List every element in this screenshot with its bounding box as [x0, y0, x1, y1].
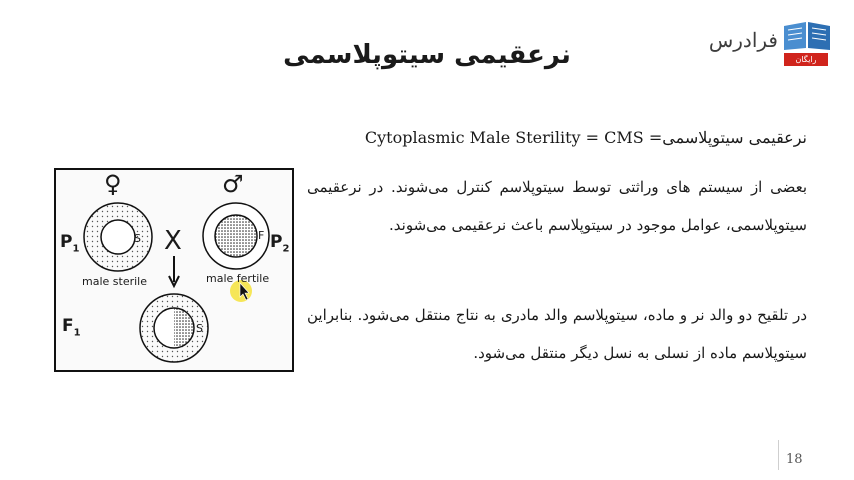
f1-label — [62, 316, 81, 338]
cms-english: Cytoplasmic Male Sterility = CMS = — [364, 128, 663, 147]
paragraph-crossing: در تلقیح دو والد نر و ماده، سیتوپلاسم والد مادری به نتاج منتقل می‌شود. بنابراین سیتوپلاسم ماده از نسلی به نسل دیگر منتقل می‌شود. — [307, 306, 807, 362]
footer-divider — [778, 440, 779, 470]
f1-letter: F — [62, 316, 74, 336]
male-gene-label: F — [258, 229, 265, 242]
cms-cross-diagram — [54, 168, 294, 372]
female-cell — [84, 203, 152, 271]
f1-subscript: 1 — [73, 327, 81, 339]
cross-symbol: X — [164, 226, 182, 256]
male-symbol: ♂ — [222, 170, 244, 198]
p2-subscript: 2 — [282, 243, 290, 255]
paragraph-inheritance: بعضی از سیستم های وراثتی توسط سیتوپلاسم کنترل می‌شوند. در نرعقیمی سیتوپلاسمی، عوامل موجود در سیتوپلاسم باعث نرعقیمی می‌شوند. — [307, 178, 807, 234]
cross-diagram-graphic — [56, 170, 292, 370]
female-symbol: ♀ — [104, 170, 122, 198]
f1-gene-label: S — [196, 322, 203, 335]
p1-letter: P — [60, 232, 73, 252]
p1-subscript: 1 — [72, 243, 80, 255]
cms-persian: نرعقیمی سیتوپلاسمی — [662, 128, 807, 147]
logo-text: فرادرس — [708, 28, 778, 52]
free-badge: رایگان — [784, 53, 828, 66]
down-arrow-icon — [169, 256, 179, 286]
p1-label — [60, 232, 79, 254]
page-number: 18 — [786, 452, 803, 467]
male-sterile-label: male sterile — [82, 275, 147, 288]
female-gene-label: S — [134, 232, 141, 245]
male-fertile-label: male fertile — [206, 272, 270, 285]
slide-title: نرعقیمی سیتوپلاسمی — [283, 40, 571, 70]
cms-definition — [365, 128, 807, 147]
p2-label — [270, 232, 289, 254]
p2-letter: P — [270, 232, 283, 252]
